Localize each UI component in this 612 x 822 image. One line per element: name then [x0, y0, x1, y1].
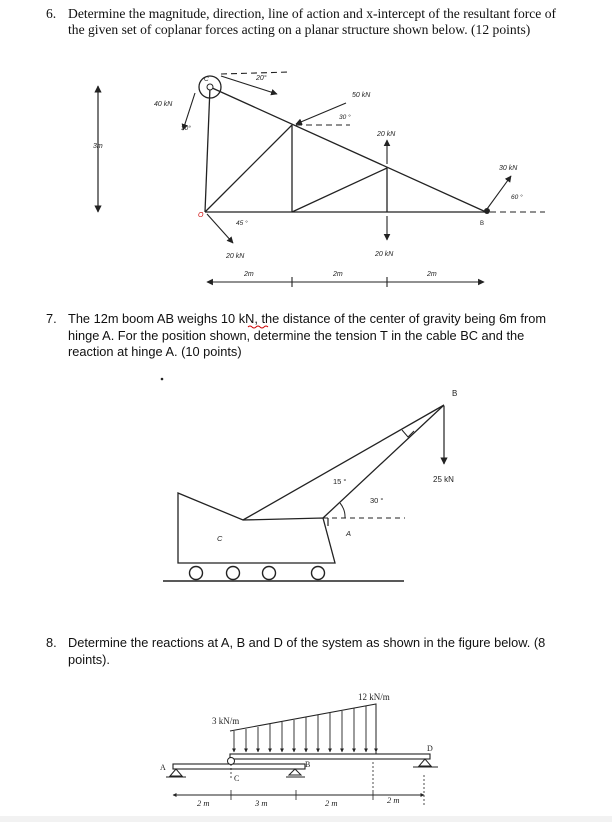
crane-angle-15: 15 °	[333, 477, 347, 486]
load-left-label: 3 kN/m	[212, 716, 240, 726]
crane-figure	[161, 378, 444, 581]
crane-node-b: B	[452, 389, 458, 398]
force-20deg-arrow	[221, 76, 277, 94]
question-6-number: 6.	[46, 6, 57, 21]
question-8-text-2: points).	[68, 651, 110, 667]
beam-figure	[166, 704, 438, 805]
force-20-down-label: 20 kN	[375, 251, 394, 258]
hinge-c	[228, 758, 235, 765]
truss-labels	[93, 74, 523, 278]
crane-angle-30: 30 °	[370, 496, 384, 505]
crane-node-c: C	[217, 534, 223, 543]
wheel-4	[312, 567, 325, 580]
beam-node-d: D	[427, 744, 433, 753]
node-c-label: C	[204, 76, 209, 83]
beam-span-4: 2 m	[387, 795, 400, 805]
question-8-number: 8.	[46, 635, 57, 650]
angle-30-top-label: 30 °	[339, 114, 351, 121]
question-6-text-1: Determine the magnitude, direction, line of action and x-intercept of the resultant force of	[68, 6, 557, 21]
spellcheck-squiggle	[248, 326, 268, 328]
angle-30-left-label: 30°	[181, 125, 191, 132]
force-30-arrow	[487, 176, 511, 209]
wheel-1	[190, 567, 203, 580]
node-o-label: O	[198, 212, 204, 219]
span-1-label: 2m	[244, 271, 254, 278]
support-d	[419, 759, 431, 766]
force-20-o-label: 20 kN	[226, 253, 245, 260]
question-8-text-1: Determine the reactions at A, B and D of the system as shown in the figure below. (8	[68, 635, 546, 650]
span-2-label: 2m	[333, 271, 343, 278]
crane-load-label: 25 kN	[433, 475, 454, 484]
beam-span-3: 2 m	[325, 798, 338, 808]
angle-45-label: 45 °	[236, 220, 248, 227]
force-30-label: 30 kN	[499, 165, 518, 172]
beam-span-1: 2 m	[197, 798, 210, 808]
support-a	[170, 769, 182, 776]
height-label: 3m	[93, 143, 103, 150]
crane-body	[178, 493, 335, 563]
load-arrows	[234, 704, 376, 752]
support-b	[289, 769, 301, 775]
page-bottom-band	[0, 816, 612, 822]
force-40-label: 40 kN	[154, 101, 173, 108]
node-b-label: B	[480, 221, 485, 227]
beam-node-c: C	[234, 774, 240, 783]
force-20-o-arrow	[207, 214, 233, 243]
upper-beam	[230, 754, 430, 759]
reference-line-20	[221, 72, 290, 74]
span-3-label: 2m	[427, 271, 437, 278]
beam-labels	[160, 692, 433, 808]
beam-node-b: B	[305, 760, 311, 769]
beam-span-2: 3 m	[255, 798, 268, 808]
question-6-text-2: the given set of coplanar forces acting on a planar structure shown below. (12 points)	[68, 22, 531, 37]
boom-ab	[323, 405, 444, 518]
truss-members	[205, 87, 486, 212]
question-7-text-1: The 12m boom AB weighs 10 kN, the distance of the center of gravity being 6m from	[68, 311, 546, 326]
question-7-number: 7.	[46, 311, 57, 326]
lower-beam	[173, 764, 305, 769]
crane-node-a: A	[346, 529, 352, 538]
beam-node-a: A	[160, 763, 166, 772]
angle-20-label: 20°	[256, 75, 267, 82]
question-7-text-3: reaction at hinge A. (10 points)	[68, 344, 242, 359]
force-20-up-label: 20 kN	[377, 131, 396, 138]
question-7-text-2: hinge A. For the position shown, determine the tension T in the cable BC and the	[68, 327, 525, 343]
cable-bc	[243, 405, 444, 520]
angle-60-label: 60 °	[511, 194, 523, 201]
load-right-label: 12 kN/m	[358, 692, 390, 702]
wheel-2	[227, 567, 240, 580]
force-50-label: 50 kN	[352, 92, 371, 99]
wheel-3	[263, 567, 276, 580]
